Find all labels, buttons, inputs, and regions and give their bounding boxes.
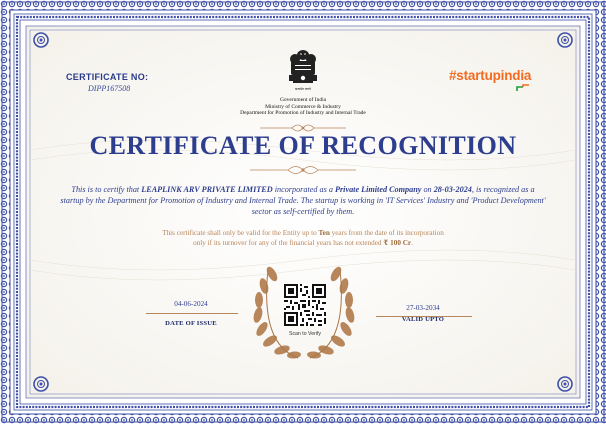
qr-caption: Scan to Verify (288, 331, 321, 337)
certificate-title: CERTIFICATE OF RECOGNITION (89, 131, 517, 160)
logo-prefix: #startup (449, 68, 501, 83)
validity-statement: This certificate shall only be valid for the Entity up to Ten years from the date of its incorporation only if its turnover for any of the financial years has not extended ₹ 100 Cr. (162, 229, 444, 247)
validity-years: Ten (318, 229, 330, 237)
issue-date-underline (146, 313, 238, 314)
recognition-statement: This is to certify that LEAPLINK ARV PRIVATE LIMITED incorporated as a Private Limited Company on 28-03-2024, is recognized as a startup by the Department for Promotion of Industry and Internal Trade. The startup is working in 'IT Services' Industry and 'Product Development' sector as self-certified by them. (60, 185, 546, 216)
state-emblem-icon (283, 47, 323, 93)
government-line-2: Ministry of Commerce & Industry (265, 104, 341, 110)
certificate-number-value: DIPP167508 (88, 84, 131, 93)
title-ornament-bottom (248, 164, 358, 176)
certificate-number-label: CERTIFICATE NO: (66, 72, 149, 82)
issue-date: 04-06-2024 (174, 300, 208, 308)
turnover-limit: ₹ 100 Cr (383, 239, 412, 247)
company-name: LEAPLINK ARV PRIVATE LIMITED (141, 185, 273, 194)
valid-until-label: VALID UPTO (401, 316, 445, 323)
government-line-1: Government of India (279, 97, 327, 103)
government-line-3: Department for Promotion of Industry and Internal Trade (240, 110, 366, 116)
verification-qr-code[interactable] (284, 284, 326, 326)
issue-date-label: DATE OF ISSUE (165, 320, 217, 327)
startup-india-logo (449, 68, 531, 83)
company-type: Private Limited Company (334, 185, 422, 194)
incorporation-date: 28-03-2024 (433, 185, 472, 194)
valid-until-date: 27-03-2034 (406, 304, 440, 312)
emblem-motto: सत्यमेव जयते (295, 87, 311, 91)
logo-suffix: india (500, 68, 532, 83)
logo-mark-icon (516, 84, 530, 92)
